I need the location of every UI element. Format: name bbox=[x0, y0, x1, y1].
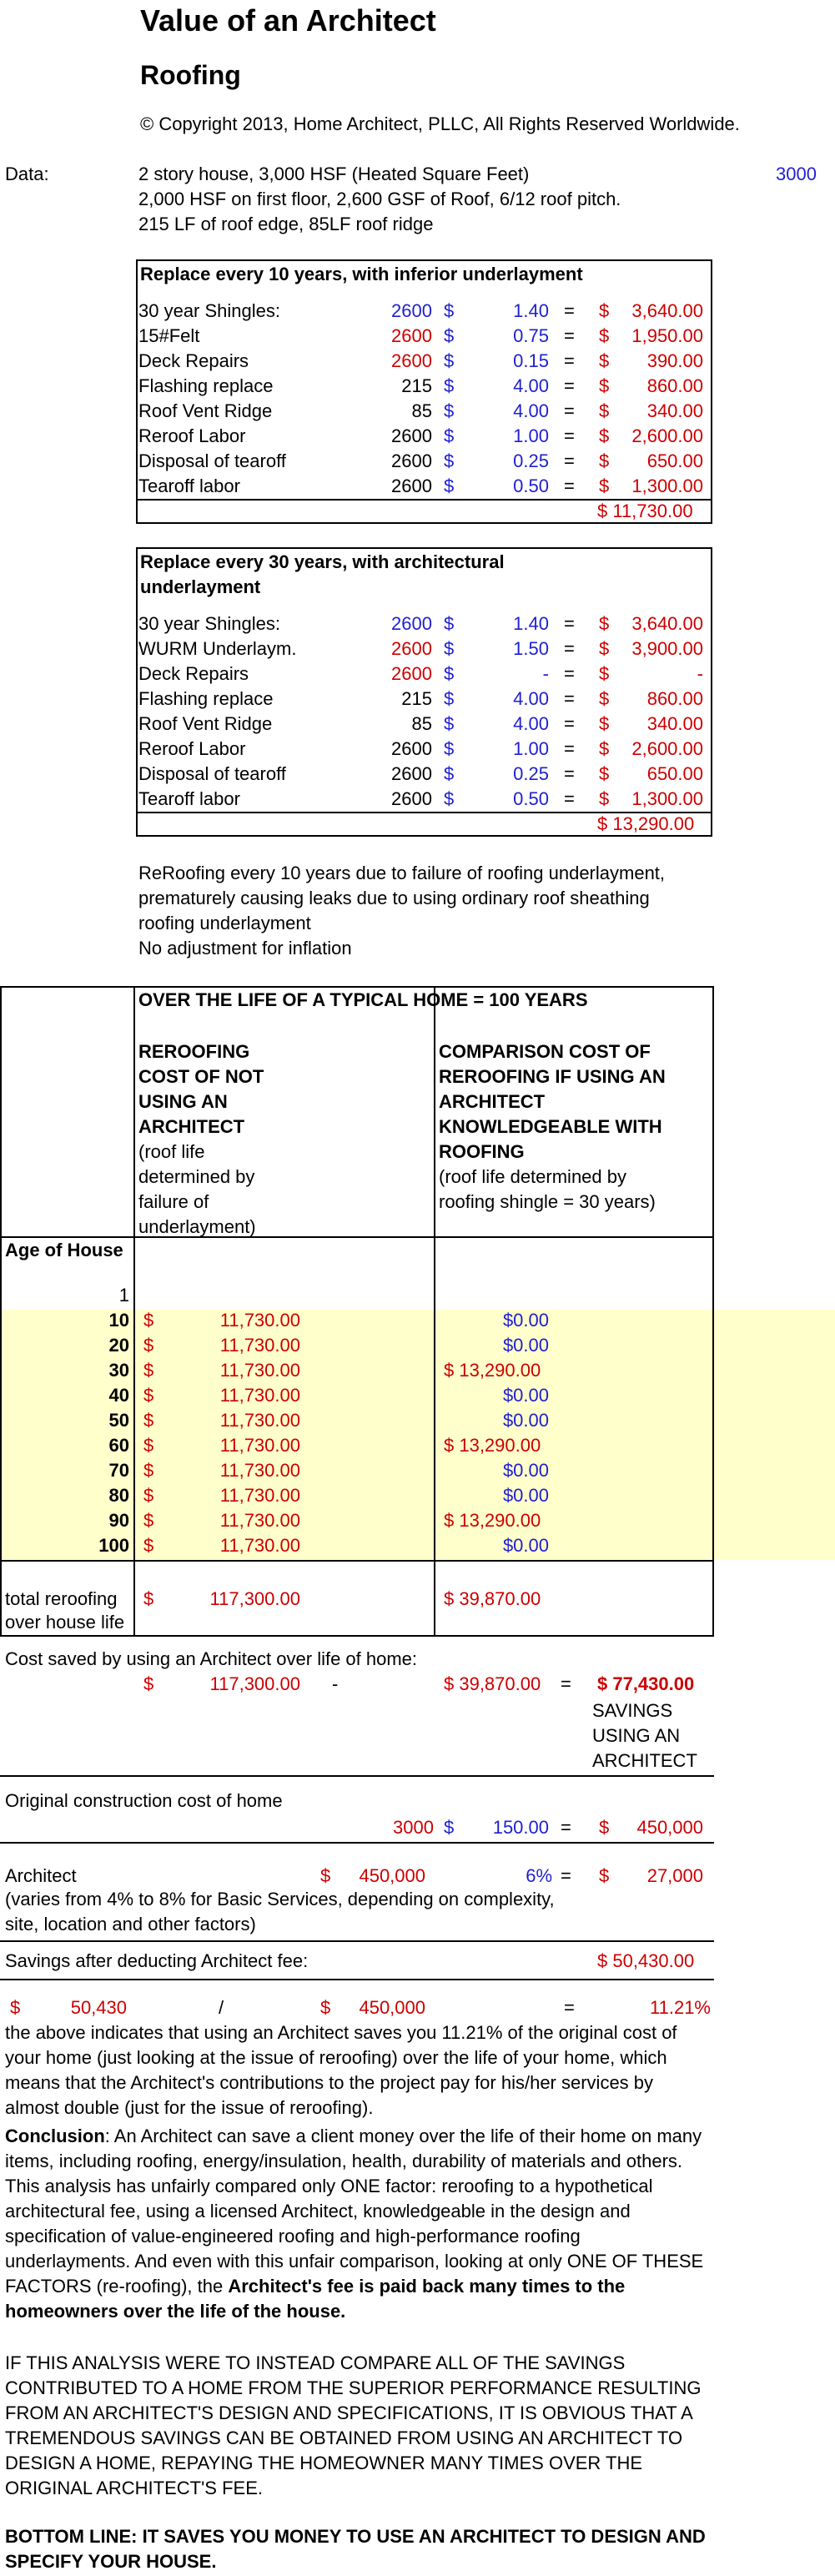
cost-not-architect: 11,730.00 bbox=[219, 1485, 300, 1506]
after-fee-value: $ 50,430.00 bbox=[597, 1950, 695, 1971]
total-dollar: $ bbox=[599, 613, 610, 634]
age-of-house: 80 bbox=[108, 1485, 129, 1506]
age-of-house: 60 bbox=[108, 1435, 129, 1456]
savings-dollar: $ bbox=[143, 1673, 154, 1694]
savings-b: $ 39,870.00 bbox=[444, 1673, 541, 1694]
item-label: Disposal of tearoff bbox=[138, 763, 286, 784]
equals-sign: = bbox=[564, 300, 575, 321]
unit-dollar: $ bbox=[444, 475, 455, 496]
equals-sign: = bbox=[564, 688, 575, 709]
item-label: Roof Vent Ridge bbox=[138, 400, 273, 421]
savings-minus: - bbox=[332, 1673, 339, 1694]
unit-price: 1.00 bbox=[513, 425, 549, 446]
total-label: total reroofing bbox=[5, 1588, 118, 1609]
total-label-2: over house life bbox=[5, 1612, 125, 1633]
unit-dollar: $ bbox=[444, 688, 455, 709]
cost-with-architect: $ 13,290.00 bbox=[444, 1510, 541, 1531]
architect-note: (varies from 4% to 8% for Basic Services, depending on complexity, bbox=[5, 1889, 555, 1909]
unit-dollar: $ bbox=[444, 300, 455, 321]
unit-dollar: $ bbox=[444, 400, 455, 421]
cost-not-architect: 11,730.00 bbox=[219, 1460, 300, 1481]
equals-sign: = bbox=[564, 663, 575, 684]
conclusion-lead: Conclusion bbox=[5, 2126, 105, 2146]
quantity: 215 bbox=[401, 375, 432, 396]
equals-sign: = bbox=[564, 613, 575, 634]
cost-not-architect: 11,730.00 bbox=[219, 1385, 300, 1406]
unit-price: - bbox=[542, 663, 549, 684]
data-label: Data: bbox=[5, 164, 49, 184]
table-10-title: Replace every 10 years, with inferior underlayment bbox=[140, 264, 583, 284]
quantity: 2600 bbox=[391, 300, 432, 321]
item-label: Tearoff labor bbox=[138, 788, 240, 809]
ratio-num-dollar: $ bbox=[10, 1997, 21, 2018]
conclusion-paragraph bbox=[5, 2124, 706, 2324]
item-label: Flashing replace bbox=[138, 375, 274, 396]
architect-pct: 6% bbox=[526, 1865, 552, 1886]
quantity: 2600 bbox=[391, 475, 432, 496]
item-label: Flashing replace bbox=[138, 688, 274, 709]
table-10-grand-total: $ 11,730.00 bbox=[597, 501, 693, 521]
equals-sign: = bbox=[564, 788, 575, 809]
total-dollar: $ bbox=[599, 300, 610, 321]
age-of-house: 10 bbox=[108, 1310, 129, 1331]
item-label: Tearoff labor bbox=[138, 475, 240, 496]
unit-price: 1.40 bbox=[513, 613, 549, 634]
ratio-den-dollar: $ bbox=[320, 1997, 331, 2018]
quantity: 215 bbox=[401, 688, 432, 709]
cost-dollar: $ bbox=[143, 1510, 154, 1531]
ratio-text: the above indicates that using an Architect saves you 11.21% of the original cost of your home (just looking at the issue of reroofing) over the life of your home, which means that the Architect's contributions to the project pay for his/her services by almost double (just for the issue of reroofing). bbox=[5, 2022, 677, 2118]
item-label: Roof Vent Ridge bbox=[138, 713, 273, 734]
unit-price: 1.00 bbox=[513, 738, 549, 759]
savings-words: SAVINGS USING AN ARCHITECT bbox=[592, 1700, 697, 1771]
row-total: 860.00 bbox=[646, 688, 703, 709]
item-label: 15#Felt bbox=[138, 325, 200, 346]
unit-price: 0.15 bbox=[513, 350, 549, 371]
item-label: 30 year Shingles: bbox=[138, 613, 280, 634]
construction-dollar: $ bbox=[444, 1817, 455, 1838]
equals-sign: = bbox=[564, 325, 575, 346]
bottom-line: BOTTOM LINE: IT SAVES YOU MONEY TO USE AN ARCHITECT TO DESIGN AND SPECIFY YOUR HOUSE. bbox=[5, 2526, 706, 2572]
data-line: 2 story house, 3,000 HSF (Heated Square Feet) bbox=[138, 164, 530, 184]
quantity: 2600 bbox=[391, 763, 432, 784]
ratio-equals: = bbox=[564, 1997, 575, 2018]
row-total: 3,900.00 bbox=[631, 638, 703, 659]
quantity: 2600 bbox=[391, 350, 432, 371]
quantity: 2600 bbox=[391, 788, 432, 809]
total-dollar: $ bbox=[599, 788, 610, 809]
col2-heading: COMPARISON COST OF REROOFING IF USING AN ARCHITECT KNOWLEDGEABLE WITH ROOFING bbox=[439, 1041, 666, 1162]
row-total: 2,600.00 bbox=[631, 425, 703, 446]
savings-equals: = bbox=[561, 1673, 571, 1694]
unit-price: 1.40 bbox=[513, 300, 549, 321]
table-30-title: Replace every 30 years, with architectural bbox=[140, 551, 505, 572]
savings-result: $ 77,430.00 bbox=[597, 1673, 695, 1694]
quantity: 2600 bbox=[391, 663, 432, 684]
unit-price: 1.50 bbox=[513, 638, 549, 659]
total-dollar: $ bbox=[599, 450, 610, 471]
architect-base: 450,000 bbox=[359, 1865, 425, 1886]
ratio-slash: / bbox=[219, 1997, 224, 2018]
quantity: 2600 bbox=[391, 325, 432, 346]
total-dollar: $ bbox=[599, 663, 610, 684]
unit-dollar: $ bbox=[444, 325, 455, 346]
age-of-house: 50 bbox=[108, 1410, 129, 1431]
architect-label: Architect bbox=[5, 1865, 77, 1886]
equals-sign: = bbox=[564, 713, 575, 734]
equals-sign: = bbox=[564, 375, 575, 396]
conclusion-body: : An Architect can save a client money over the life of their home on many items, including roofing, energy/insulation, health, durability of materials and others. This analysis has unfairly compared only ONE factor: reroofing to a hypothetical architectural fee, using a licensed Architect, knowledgeable in the design and specification of value-engineered roofing and high-performance roofing underlayments. And even with this unfair comparison, looking at only ONE OF THESE FACTORS (re-roofing), the bbox=[5, 2126, 704, 2297]
unit-price: 0.25 bbox=[513, 763, 549, 784]
note-line: prematurely causing leaks due to using ordinary roof sheathing bbox=[138, 888, 650, 908]
construction-sf: 3000 bbox=[393, 1817, 434, 1838]
note-line: No adjustment for inflation bbox=[138, 938, 352, 958]
unit-dollar: $ bbox=[444, 663, 455, 684]
item-label: Disposal of tearoff bbox=[138, 450, 286, 471]
total-dollar: $ bbox=[599, 400, 610, 421]
cost-not-architect: 11,730.00 bbox=[219, 1310, 300, 1331]
age-of-house: 40 bbox=[108, 1385, 129, 1406]
item-label: Reroof Labor bbox=[138, 738, 246, 759]
item-label: Deck Repairs bbox=[138, 663, 249, 684]
cost-not-architect: 11,730.00 bbox=[219, 1510, 300, 1531]
quantity: 85 bbox=[411, 713, 432, 734]
equals-sign: = bbox=[564, 425, 575, 446]
age-header: Age of House bbox=[5, 1240, 123, 1260]
unit-dollar: $ bbox=[444, 763, 455, 784]
note-line: ReRoofing every 10 years due to failure of roofing underlayment, bbox=[138, 863, 666, 883]
architect-fee-dollar: $ bbox=[599, 1865, 610, 1886]
cost-dollar: $ bbox=[143, 1460, 154, 1481]
total-dollar: $ bbox=[599, 475, 610, 496]
row-total: 1,300.00 bbox=[631, 475, 703, 496]
construction-rate: 150.00 bbox=[492, 1817, 549, 1838]
quantity: 2600 bbox=[391, 613, 432, 634]
cost-dollar: $ bbox=[143, 1435, 154, 1456]
caps-paragraph: IF THIS ANALYSIS WERE TO INSTEAD COMPARE ALL OF THE SAVINGS CONTRIBUTED TO A HOME FROM THE SUPERIOR PERFORMANCE RESULTING FROM AN ARCHITECT'S DESIGN AND SPECIFICATIONS, IT IS OBVIOUS THAT A TREMENDOUS SAVINGS CAN BE OBTAINED FROM USING AN ARCHITECT TO DESIGN A HOME, REPAYING THE HOMEOWNER MANY TIMES OVER THE ORIGINAL ARCHITECT'S FEE. bbox=[5, 2352, 702, 2498]
total-dollar: $ bbox=[599, 350, 610, 371]
total-dollar: $ bbox=[599, 638, 610, 659]
unit-price: 4.00 bbox=[513, 713, 549, 734]
total-not-architect: 117,300.00 bbox=[209, 1588, 300, 1609]
total-dollar: $ bbox=[599, 688, 610, 709]
architect-fee: 27,000 bbox=[646, 1865, 703, 1886]
construction-total: 450,000 bbox=[636, 1817, 703, 1838]
note-line: roofing underlayment bbox=[138, 913, 311, 933]
col2-subheading: (roof life determined by roofing shingle = 30 years) bbox=[439, 1166, 656, 1212]
cost-not-architect: 11,730.00 bbox=[219, 1335, 300, 1356]
total-dollar: $ bbox=[599, 375, 610, 396]
age-first: 1 bbox=[118, 1285, 129, 1306]
unit-price: 4.00 bbox=[513, 400, 549, 421]
unit-dollar: $ bbox=[444, 713, 455, 734]
equals-sign: = bbox=[564, 763, 575, 784]
age-of-house: 30 bbox=[108, 1360, 129, 1381]
equals-sign: = bbox=[564, 450, 575, 471]
row-total: 3,640.00 bbox=[631, 613, 703, 634]
equals-sign: = bbox=[564, 400, 575, 421]
unit-price: 0.50 bbox=[513, 475, 549, 496]
row-total: 650.00 bbox=[646, 763, 703, 784]
ratio-num: 50,430 bbox=[70, 1997, 127, 2018]
unit-price: 0.75 bbox=[513, 325, 549, 346]
cost-with-architect: $0.00 bbox=[502, 1410, 549, 1431]
cost-dollar: $ bbox=[143, 1360, 154, 1381]
table-30-grand-total: $ 13,290.00 bbox=[597, 813, 695, 834]
data-line: 2,000 HSF on first floor, 2,600 GSF of Roof, 6/12 roof pitch. bbox=[138, 189, 621, 209]
unit-dollar: $ bbox=[444, 350, 455, 371]
row-total: 390.00 bbox=[646, 350, 703, 371]
row-total: 3,640.00 bbox=[631, 300, 703, 321]
quantity: 2600 bbox=[391, 450, 432, 471]
construction-label: Original construction cost of home bbox=[5, 1790, 283, 1811]
cost-not-architect: 11,730.00 bbox=[219, 1535, 300, 1556]
quantity: 2600 bbox=[391, 425, 432, 446]
row-total: 340.00 bbox=[646, 713, 703, 734]
cost-with-architect: $0.00 bbox=[502, 1535, 549, 1556]
row-total: 650.00 bbox=[646, 450, 703, 471]
row-total: 340.00 bbox=[646, 400, 703, 421]
row-total: 1,950.00 bbox=[631, 325, 703, 346]
architect-note-2: site, location and other factors) bbox=[5, 1914, 256, 1935]
quantity: 2600 bbox=[391, 638, 432, 659]
unit-dollar: $ bbox=[444, 788, 455, 809]
architect-equals: = bbox=[561, 1865, 571, 1886]
hsf-value: 3000 bbox=[776, 164, 817, 184]
cost-with-architect: $0.00 bbox=[502, 1485, 549, 1506]
total-dollar: $ bbox=[599, 763, 610, 784]
unit-price: 4.00 bbox=[513, 375, 549, 396]
page-title: Value of an Architect bbox=[140, 3, 436, 38]
cost-with-architect: $0.00 bbox=[502, 1310, 549, 1331]
total-dollar: $ bbox=[599, 713, 610, 734]
after-fee-label: Savings after deducting Architect fee: bbox=[5, 1950, 309, 1971]
total-dollar: $ bbox=[599, 425, 610, 446]
cost-dollar: $ bbox=[143, 1410, 154, 1431]
unit-dollar: $ bbox=[444, 375, 455, 396]
total-dollar: $ bbox=[599, 738, 610, 759]
quantity: 2600 bbox=[391, 738, 432, 759]
cost-with-architect: $ 13,290.00 bbox=[444, 1360, 541, 1381]
construction-equals: = bbox=[561, 1817, 571, 1838]
data-line: 215 LF of roof edge, 85LF roof ridge bbox=[138, 214, 434, 234]
unit-dollar: $ bbox=[444, 425, 455, 446]
unit-dollar: $ bbox=[444, 613, 455, 634]
equals-sign: = bbox=[564, 475, 575, 496]
age-of-house: 20 bbox=[108, 1335, 129, 1356]
cost-with-architect: $0.00 bbox=[502, 1335, 549, 1356]
cost-not-architect: 11,730.00 bbox=[219, 1435, 300, 1456]
cost-dollar: $ bbox=[143, 1385, 154, 1406]
unit-price: 4.00 bbox=[513, 688, 549, 709]
life-table-title: OVER THE LIFE OF A TYPICAL HOME = 100 YEARS bbox=[138, 989, 588, 1010]
cost-with-architect: $0.00 bbox=[502, 1385, 549, 1406]
cost-dollar: $ bbox=[143, 1310, 154, 1331]
cost-not-architect: 11,730.00 bbox=[219, 1360, 300, 1381]
item-label: 30 year Shingles: bbox=[138, 300, 280, 321]
item-label: Deck Repairs bbox=[138, 350, 249, 371]
row-total: - bbox=[697, 663, 703, 684]
conclusion-bold-end: Architect's fee is paid back many times to the homeowners over the life of the house. bbox=[5, 2276, 626, 2322]
cost-dollar: $ bbox=[143, 1335, 154, 1356]
total-dollar: $ bbox=[599, 325, 610, 346]
cost-dollar: $ bbox=[143, 1485, 154, 1506]
quantity: 85 bbox=[411, 400, 432, 421]
ratio-pct: 11.21% bbox=[650, 1997, 711, 2018]
age-of-house: 70 bbox=[108, 1460, 129, 1481]
cost-dollar: $ bbox=[143, 1535, 154, 1556]
age-of-house: 90 bbox=[108, 1510, 129, 1531]
row-total: 1,300.00 bbox=[631, 788, 703, 809]
savings-label: Cost saved by using an Architect over life of home: bbox=[5, 1648, 418, 1669]
cost-with-architect: $0.00 bbox=[502, 1460, 549, 1481]
unit-dollar: $ bbox=[444, 638, 455, 659]
age-of-house: 100 bbox=[98, 1535, 129, 1556]
unit-dollar: $ bbox=[444, 450, 455, 471]
table-30-title-2: underlayment bbox=[140, 576, 261, 597]
ratio-den: 450,000 bbox=[359, 1997, 425, 2018]
cost-not-architect: 11,730.00 bbox=[219, 1410, 300, 1431]
equals-sign: = bbox=[564, 738, 575, 759]
item-label: Reroof Labor bbox=[138, 425, 246, 446]
unit-price: 0.25 bbox=[513, 450, 549, 471]
equals-sign: = bbox=[564, 638, 575, 659]
unit-price: 0.50 bbox=[513, 788, 549, 809]
row-total: 860.00 bbox=[646, 375, 703, 396]
equals-sign: = bbox=[564, 350, 575, 371]
architect-base-dollar: $ bbox=[320, 1865, 331, 1886]
construction-total-dollar: $ bbox=[599, 1817, 610, 1838]
unit-dollar: $ bbox=[444, 738, 455, 759]
cost-with-architect: $ 13,290.00 bbox=[444, 1435, 541, 1456]
total-with-architect: $ 39,870.00 bbox=[444, 1588, 541, 1609]
col1-heading: REROOFING COST OF NOT USING AN ARCHITECT bbox=[138, 1041, 264, 1137]
item-label: WURM Underlaym. bbox=[138, 638, 297, 659]
copyright: © Copyright 2013, Home Architect, PLLC, All Rights Reserved Worldwide. bbox=[140, 113, 740, 134]
page-subtitle: Roofing bbox=[140, 60, 241, 90]
col1-subheading: (roof life determined by failure of underlayment) bbox=[138, 1141, 256, 1237]
savings-a: 117,300.00 bbox=[209, 1673, 300, 1694]
total-dollar: $ bbox=[143, 1588, 154, 1609]
row-total: 2,600.00 bbox=[631, 738, 703, 759]
